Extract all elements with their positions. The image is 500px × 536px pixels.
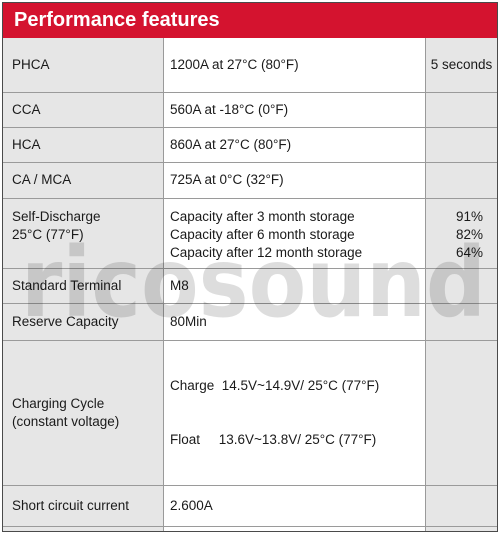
row-extra: [426, 198, 498, 268]
row-value: [164, 127, 426, 162]
row-extra: [426, 340, 498, 485]
table-row: [3, 198, 497, 268]
table-row: [3, 268, 497, 303]
row-value-line: 560A at -18°C (0°F): [170, 101, 289, 117]
row-extra: [426, 92, 498, 127]
row-value: [164, 92, 426, 127]
row-value-line: 725A at 0°C (32°F): [170, 172, 284, 187]
row-extra-line: 64%: [455, 244, 483, 260]
row-label: [3, 162, 164, 198]
row-value-line: M8: [170, 277, 189, 293]
row-value: [164, 526, 426, 532]
row-extra-line: 5 seconds: [430, 56, 493, 72]
table-row: [3, 340, 497, 485]
row-extra: [426, 38, 498, 92]
row-extra-line: 91%: [455, 208, 483, 224]
row-label-line: CCA: [12, 101, 41, 117]
row-value: [164, 268, 426, 303]
row-label: [3, 268, 164, 303]
row-label: [3, 485, 164, 526]
table-row: [3, 526, 497, 532]
table-row: [3, 92, 497, 127]
section-title: Performance features: [3, 3, 497, 38]
row-label: [3, 92, 164, 127]
row-label-line: PHCA: [12, 56, 50, 72]
row-label-line: CA / MCA: [12, 172, 72, 187]
row-extra: [426, 268, 498, 303]
table-row: [3, 38, 497, 92]
row-label: [3, 127, 164, 162]
row-value-line: Charge 14.5V~14.9V/ 25°C (77°F): [170, 377, 380, 393]
row-label-line: (constant voltage): [12, 413, 120, 429]
row-value: [164, 485, 426, 526]
row-label-line: Self-Discharge: [12, 208, 101, 224]
row-label: [3, 303, 164, 340]
row-value: [164, 198, 426, 268]
table-row: [3, 303, 497, 340]
row-extra: [426, 162, 498, 198]
row-value-line: Float 13.6V~13.8V/ 25°C (77°F): [170, 431, 377, 447]
row-value-line: 2.600A: [170, 497, 213, 513]
row-extra-line: 82%: [455, 226, 483, 242]
table-row: [3, 162, 497, 198]
spec-table: [3, 38, 497, 532]
spec-sheet: [2, 2, 498, 532]
row-extra: [426, 485, 498, 526]
row-extra: [426, 303, 498, 340]
table-row: [3, 485, 497, 526]
row-value: [164, 38, 426, 92]
row-label-line: Charging Cycle: [12, 395, 105, 411]
row-value-line: Capacity after 3 month storage: [170, 208, 355, 224]
row-label: [3, 340, 164, 485]
row-label-line: Reserve Capacity: [12, 313, 119, 329]
row-label-line: Short circuit current: [12, 497, 130, 513]
row-value-line: 80Min: [170, 313, 207, 329]
row-label-line: HCA: [12, 136, 41, 152]
row-value-line: 1200A at 27°C (80°F): [170, 56, 299, 72]
row-extra: [426, 526, 498, 532]
row-value-line: Capacity after 6 month storage: [170, 226, 355, 242]
row-label: [3, 198, 164, 268]
row-value: [164, 340, 426, 485]
row-value-line: 860A at 27°C (80°F): [170, 136, 292, 152]
row-label: [3, 526, 164, 532]
row-label-line: 25°C (77°F): [12, 226, 84, 242]
row-label-line: Standard Terminal: [12, 277, 122, 293]
row-value: [164, 162, 426, 198]
row-value: [164, 303, 426, 340]
row-extra: [426, 127, 498, 162]
row-label: [3, 38, 164, 92]
table-row: [3, 127, 497, 162]
row-value-line: Capacity after 12 month storage: [170, 244, 363, 260]
